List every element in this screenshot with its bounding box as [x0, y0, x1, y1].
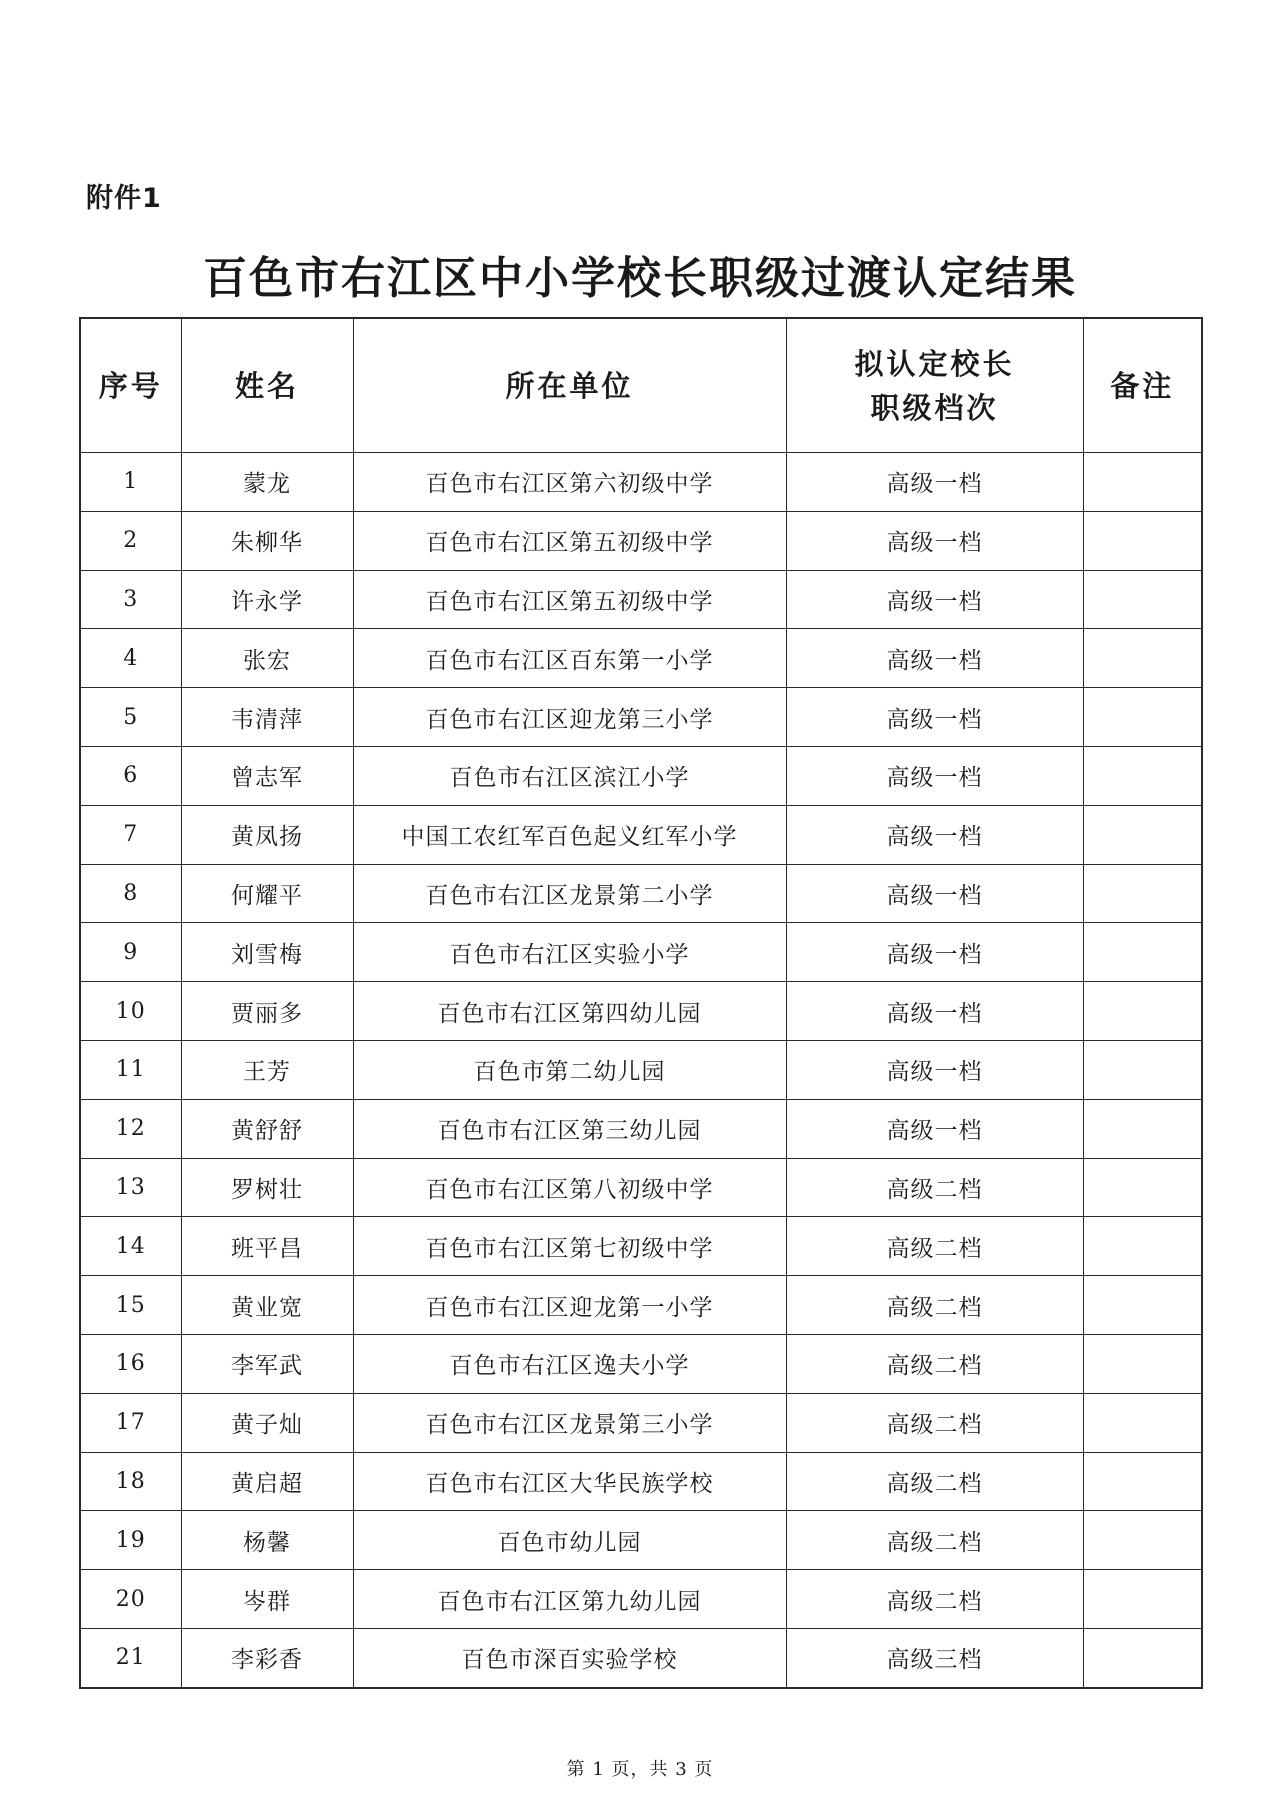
cell-unit: 百色市右江区第四幼儿园 — [353, 982, 786, 1041]
cell-unit: 百色市右江区第三幼儿园 — [353, 1099, 786, 1158]
cell-seq: 9 — [80, 923, 181, 982]
cell-level: 高级一档 — [786, 511, 1083, 570]
cell-level: 高级一档 — [786, 570, 1083, 629]
cell-seq: 11 — [80, 1040, 181, 1099]
cell-unit: 百色市右江区迎龙第一小学 — [353, 1276, 786, 1335]
cell-name: 黄子灿 — [181, 1393, 353, 1452]
cell-seq: 1 — [80, 453, 181, 512]
cell-unit: 百色市右江区龙景第二小学 — [353, 864, 786, 923]
page-number: 第 1 页，共 3 页 — [566, 1759, 714, 1780]
cell-remark — [1083, 1511, 1202, 1570]
cell-level: 高级一档 — [786, 1040, 1083, 1099]
cell-remark — [1083, 1040, 1202, 1099]
cell-name: 罗树壮 — [181, 1158, 353, 1217]
table-row — [80, 570, 1202, 629]
cell-seq: 4 — [80, 629, 181, 688]
table-row — [80, 1276, 1202, 1335]
cell-remark — [1083, 453, 1202, 512]
cell-seq: 8 — [80, 864, 181, 923]
cell-seq: 21 — [80, 1628, 181, 1687]
table-row — [80, 1099, 1202, 1158]
table-row — [80, 1393, 1202, 1452]
table-header-row — [80, 318, 1202, 453]
cell-level: 高级一档 — [786, 453, 1083, 512]
header-name: 姓名 — [181, 318, 353, 453]
cell-remark — [1083, 1628, 1202, 1687]
cell-level: 高级二档 — [786, 1393, 1083, 1452]
cell-unit: 百色市右江区迎龙第三小学 — [353, 688, 786, 747]
cell-name: 韦清萍 — [181, 688, 353, 747]
table-row — [80, 1217, 1202, 1276]
cell-remark — [1083, 746, 1202, 805]
cell-level: 高级一档 — [786, 746, 1083, 805]
result-table — [79, 317, 1203, 1689]
cell-seq: 17 — [80, 1393, 181, 1452]
cell-unit: 百色市右江区滨江小学 — [353, 746, 786, 805]
cell-name: 李彩香 — [181, 1628, 353, 1687]
cell-name: 曾志军 — [181, 746, 353, 805]
cell-name: 张宏 — [181, 629, 353, 688]
cell-level: 高级二档 — [786, 1511, 1083, 1570]
cell-level: 高级一档 — [786, 1099, 1083, 1158]
cell-remark — [1083, 1217, 1202, 1276]
cell-level: 高级一档 — [786, 923, 1083, 982]
cell-level: 高级二档 — [786, 1570, 1083, 1629]
cell-unit: 百色市右江区大华民族学校 — [353, 1452, 786, 1511]
cell-seq: 16 — [80, 1334, 181, 1393]
cell-level: 高级一档 — [786, 688, 1083, 747]
cell-seq: 13 — [80, 1158, 181, 1217]
cell-remark — [1083, 864, 1202, 923]
cell-remark — [1083, 923, 1202, 982]
table-row — [80, 688, 1202, 747]
cell-level: 高级一档 — [786, 864, 1083, 923]
cell-name: 黄舒舒 — [181, 1099, 353, 1158]
cell-level: 高级一档 — [786, 982, 1083, 1041]
table-row — [80, 864, 1202, 923]
cell-seq: 10 — [80, 982, 181, 1041]
cell-seq: 12 — [80, 1099, 181, 1158]
cell-name: 刘雪梅 — [181, 923, 353, 982]
table-row — [80, 805, 1202, 864]
table-body — [80, 453, 1202, 1688]
table-row — [80, 1452, 1202, 1511]
cell-remark — [1083, 688, 1202, 747]
cell-level: 高级二档 — [786, 1217, 1083, 1276]
cell-remark — [1083, 1452, 1202, 1511]
cell-seq: 3 — [80, 570, 181, 629]
cell-unit: 百色市深百实验学校 — [353, 1628, 786, 1687]
cell-name: 岑群 — [181, 1570, 353, 1629]
cell-unit: 百色市右江区第五初级中学 — [353, 570, 786, 629]
cell-level: 高级一档 — [786, 805, 1083, 864]
header-seq: 序号 — [80, 318, 181, 453]
attachment-label: 附件1 — [86, 183, 162, 214]
table-row — [80, 746, 1202, 805]
cell-remark — [1083, 1334, 1202, 1393]
cell-unit: 中国工农红军百色起义红军小学 — [353, 805, 786, 864]
cell-seq: 18 — [80, 1452, 181, 1511]
header-remark: 备注 — [1083, 318, 1202, 453]
cell-remark — [1083, 511, 1202, 570]
cell-remark — [1083, 1099, 1202, 1158]
cell-name: 许永学 — [181, 570, 353, 629]
cell-seq: 6 — [80, 746, 181, 805]
table-row — [80, 1570, 1202, 1629]
table-row — [80, 1628, 1202, 1687]
header-level-line1: 拟认定校长 — [854, 346, 1015, 381]
cell-level: 高级二档 — [786, 1276, 1083, 1335]
cell-unit: 百色市右江区第八初级中学 — [353, 1158, 786, 1217]
cell-remark — [1083, 982, 1202, 1041]
cell-name: 黄启超 — [181, 1452, 353, 1511]
cell-unit: 百色市右江区第六初级中学 — [353, 453, 786, 512]
cell-unit: 百色市右江区百东第一小学 — [353, 629, 786, 688]
cell-seq: 2 — [80, 511, 181, 570]
cell-name: 贾丽多 — [181, 982, 353, 1041]
document-title: 百色市右江区中小学校长职级过渡认定结果 — [203, 253, 1077, 304]
cell-name: 蒙龙 — [181, 453, 353, 512]
cell-unit: 百色市右江区第九幼儿园 — [353, 1570, 786, 1629]
cell-seq: 20 — [80, 1570, 181, 1629]
table-row — [80, 453, 1202, 512]
table-row — [80, 923, 1202, 982]
header-level-line2: 职级档次 — [870, 390, 999, 425]
cell-remark — [1083, 570, 1202, 629]
cell-remark — [1083, 1158, 1202, 1217]
cell-level: 高级二档 — [786, 1334, 1083, 1393]
cell-level: 高级二档 — [786, 1158, 1083, 1217]
cell-remark — [1083, 1276, 1202, 1335]
table-row — [80, 1040, 1202, 1099]
table-row — [80, 511, 1202, 570]
cell-remark — [1083, 1570, 1202, 1629]
cell-name: 王芳 — [181, 1040, 353, 1099]
table-row — [80, 982, 1202, 1041]
table-row — [80, 1334, 1202, 1393]
cell-level: 高级二档 — [786, 1452, 1083, 1511]
cell-name: 何耀平 — [181, 864, 353, 923]
cell-name: 黄凤扬 — [181, 805, 353, 864]
cell-unit: 百色市右江区龙景第三小学 — [353, 1393, 786, 1452]
table-row — [80, 629, 1202, 688]
table-row — [80, 1511, 1202, 1570]
cell-level: 高级三档 — [786, 1628, 1083, 1687]
cell-remark — [1083, 629, 1202, 688]
cell-unit: 百色市右江区第五初级中学 — [353, 511, 786, 570]
cell-seq: 19 — [80, 1511, 181, 1570]
cell-seq: 5 — [80, 688, 181, 747]
cell-name: 黄业宽 — [181, 1276, 353, 1335]
cell-unit: 百色市幼儿园 — [353, 1511, 786, 1570]
cell-name: 朱柳华 — [181, 511, 353, 570]
cell-name: 李军武 — [181, 1334, 353, 1393]
cell-remark — [1083, 1393, 1202, 1452]
cell-unit: 百色市右江区第七初级中学 — [353, 1217, 786, 1276]
cell-unit: 百色市第二幼儿园 — [353, 1040, 786, 1099]
cell-unit: 百色市右江区实验小学 — [353, 923, 786, 982]
header-level — [786, 318, 1083, 453]
header-unit: 所在单位 — [353, 318, 786, 453]
table-row — [80, 1158, 1202, 1217]
cell-seq: 7 — [80, 805, 181, 864]
cell-level: 高级一档 — [786, 629, 1083, 688]
cell-name: 杨馨 — [181, 1511, 353, 1570]
cell-seq: 15 — [80, 1276, 181, 1335]
cell-remark — [1083, 805, 1202, 864]
cell-unit: 百色市右江区逸夫小学 — [353, 1334, 786, 1393]
cell-seq: 14 — [80, 1217, 181, 1276]
cell-name: 班平昌 — [181, 1217, 353, 1276]
